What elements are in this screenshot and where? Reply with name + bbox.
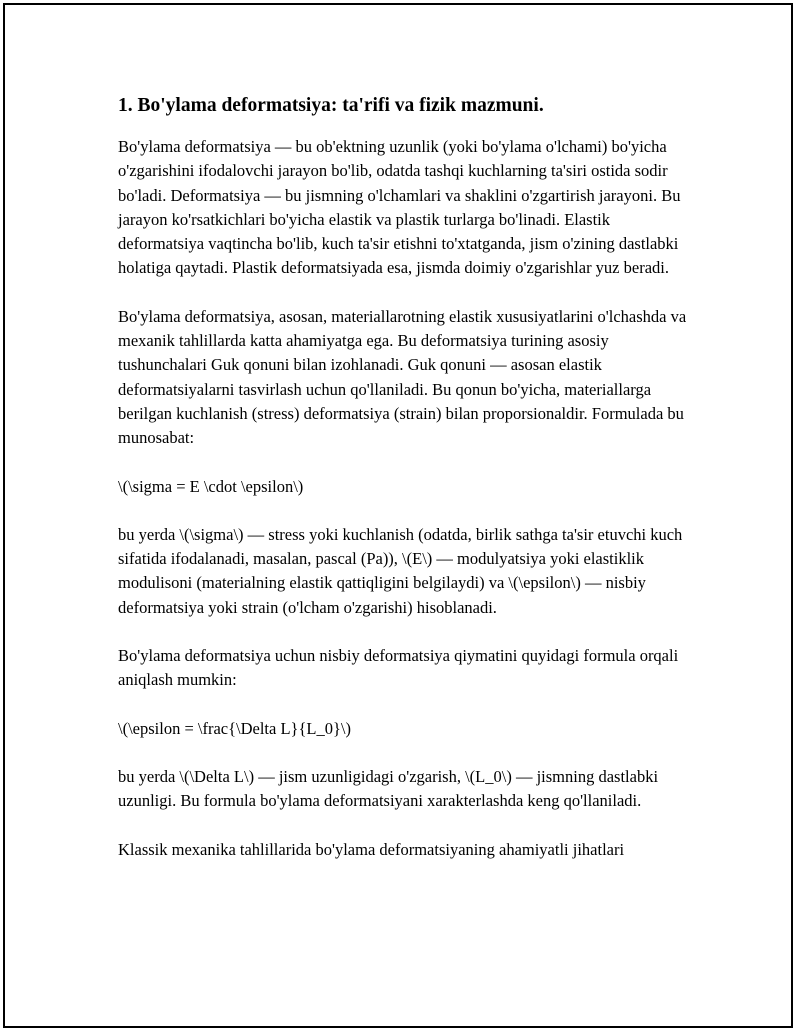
formula-stress: \(\sigma = E \cdot \epsilon\): [118, 476, 304, 496]
paragraph-formula-terms: bu yerda \(\sigma\) — stress yoki kuchlanish (odatda, birlik sathga ta'sir etuvchi kuch sifatida ifodalanadi, masalan, pascal (Pa)), \(E\) — modulyatsiya yoki elastiklik modulisoni (materialning elastik qattiqligini belgilaydi) va \(\epsilon\) — nisbiy deformatsiya yoki strain (o'lcham o'zgarishi) hisoblanadi.: [118, 524, 683, 617]
paragraph-relative-strain: Bo'ylama deformatsiya uchun nisbiy deformatsiya qiymatini quyidagi formula orqali aniqlash mumkin:: [118, 646, 679, 690]
paragraph-strain-terms: bu yerda \(\Delta L\) — jism uzunligidagi o'zgarish, \(L_0\) — jismning dastlabki uzunligi. Bu formula bo'ylama deformatsiyani xarakterlashda keng qo'llaniladi.: [118, 766, 659, 811]
formula-strain: \(\epsilon = \frac{\Delta L}{L_0}\): [118, 718, 351, 738]
paragraph-classical-mechanics: Klassik mexanika tahlillarida bo'ylama deformatsiyaning ahamiyatli jihatlari: [118, 839, 625, 859]
paragraph-definition: Bo'ylama deformatsiya — bu ob'ektning uzunlik (yoki bo'ylama o'lchami) bo'yicha o'zgarishini ifodalovchi jarayon bo'lib, odatda tashqi kuchlarning ta'siri ostida sodir bo'ladi. Deformatsiya — bu jismning o'lchamlari va shaklini o'zgartirish jarayoni. Bu jarayon ko'rsatkichlari bo'yicha elastik va plastik turlarga bo'linadi. Elastik deformatsiya vaqtincha bo'lib, kuch ta'sir etishni to'xtatganda, jism o'zining dastlabki holatiga qaytadi. Plastik deformatsiyada esa, jismda doimiy o'zgarishlar yuz beradi.: [118, 137, 681, 278]
paragraph-hooke-law: Bo'ylama deformatsiya, asosan, materiallarotning elastik xususiyatlarini o'lchashda va mexanik tahlillarda katta ahamiyatga ega. Bu deformatsiya turining asosiy tushunchalari Guk qonuni bilan izohlanadi. Guk qonuni — asosan elastik deformatsiyalarni tasvirlash uchun qo'llaniladi. Bu qonun bo'yicha, materiallarga berilgan kuchlanish (stress) deformatsiya (strain) bilan proporsionaldir. Formulada bu munosabat:: [118, 306, 687, 448]
document-body: [118, 93, 688, 862]
section-heading: 1. Bo'ylama deformatsiya: ta'rifi va fizik mazmuni.: [118, 95, 544, 116]
